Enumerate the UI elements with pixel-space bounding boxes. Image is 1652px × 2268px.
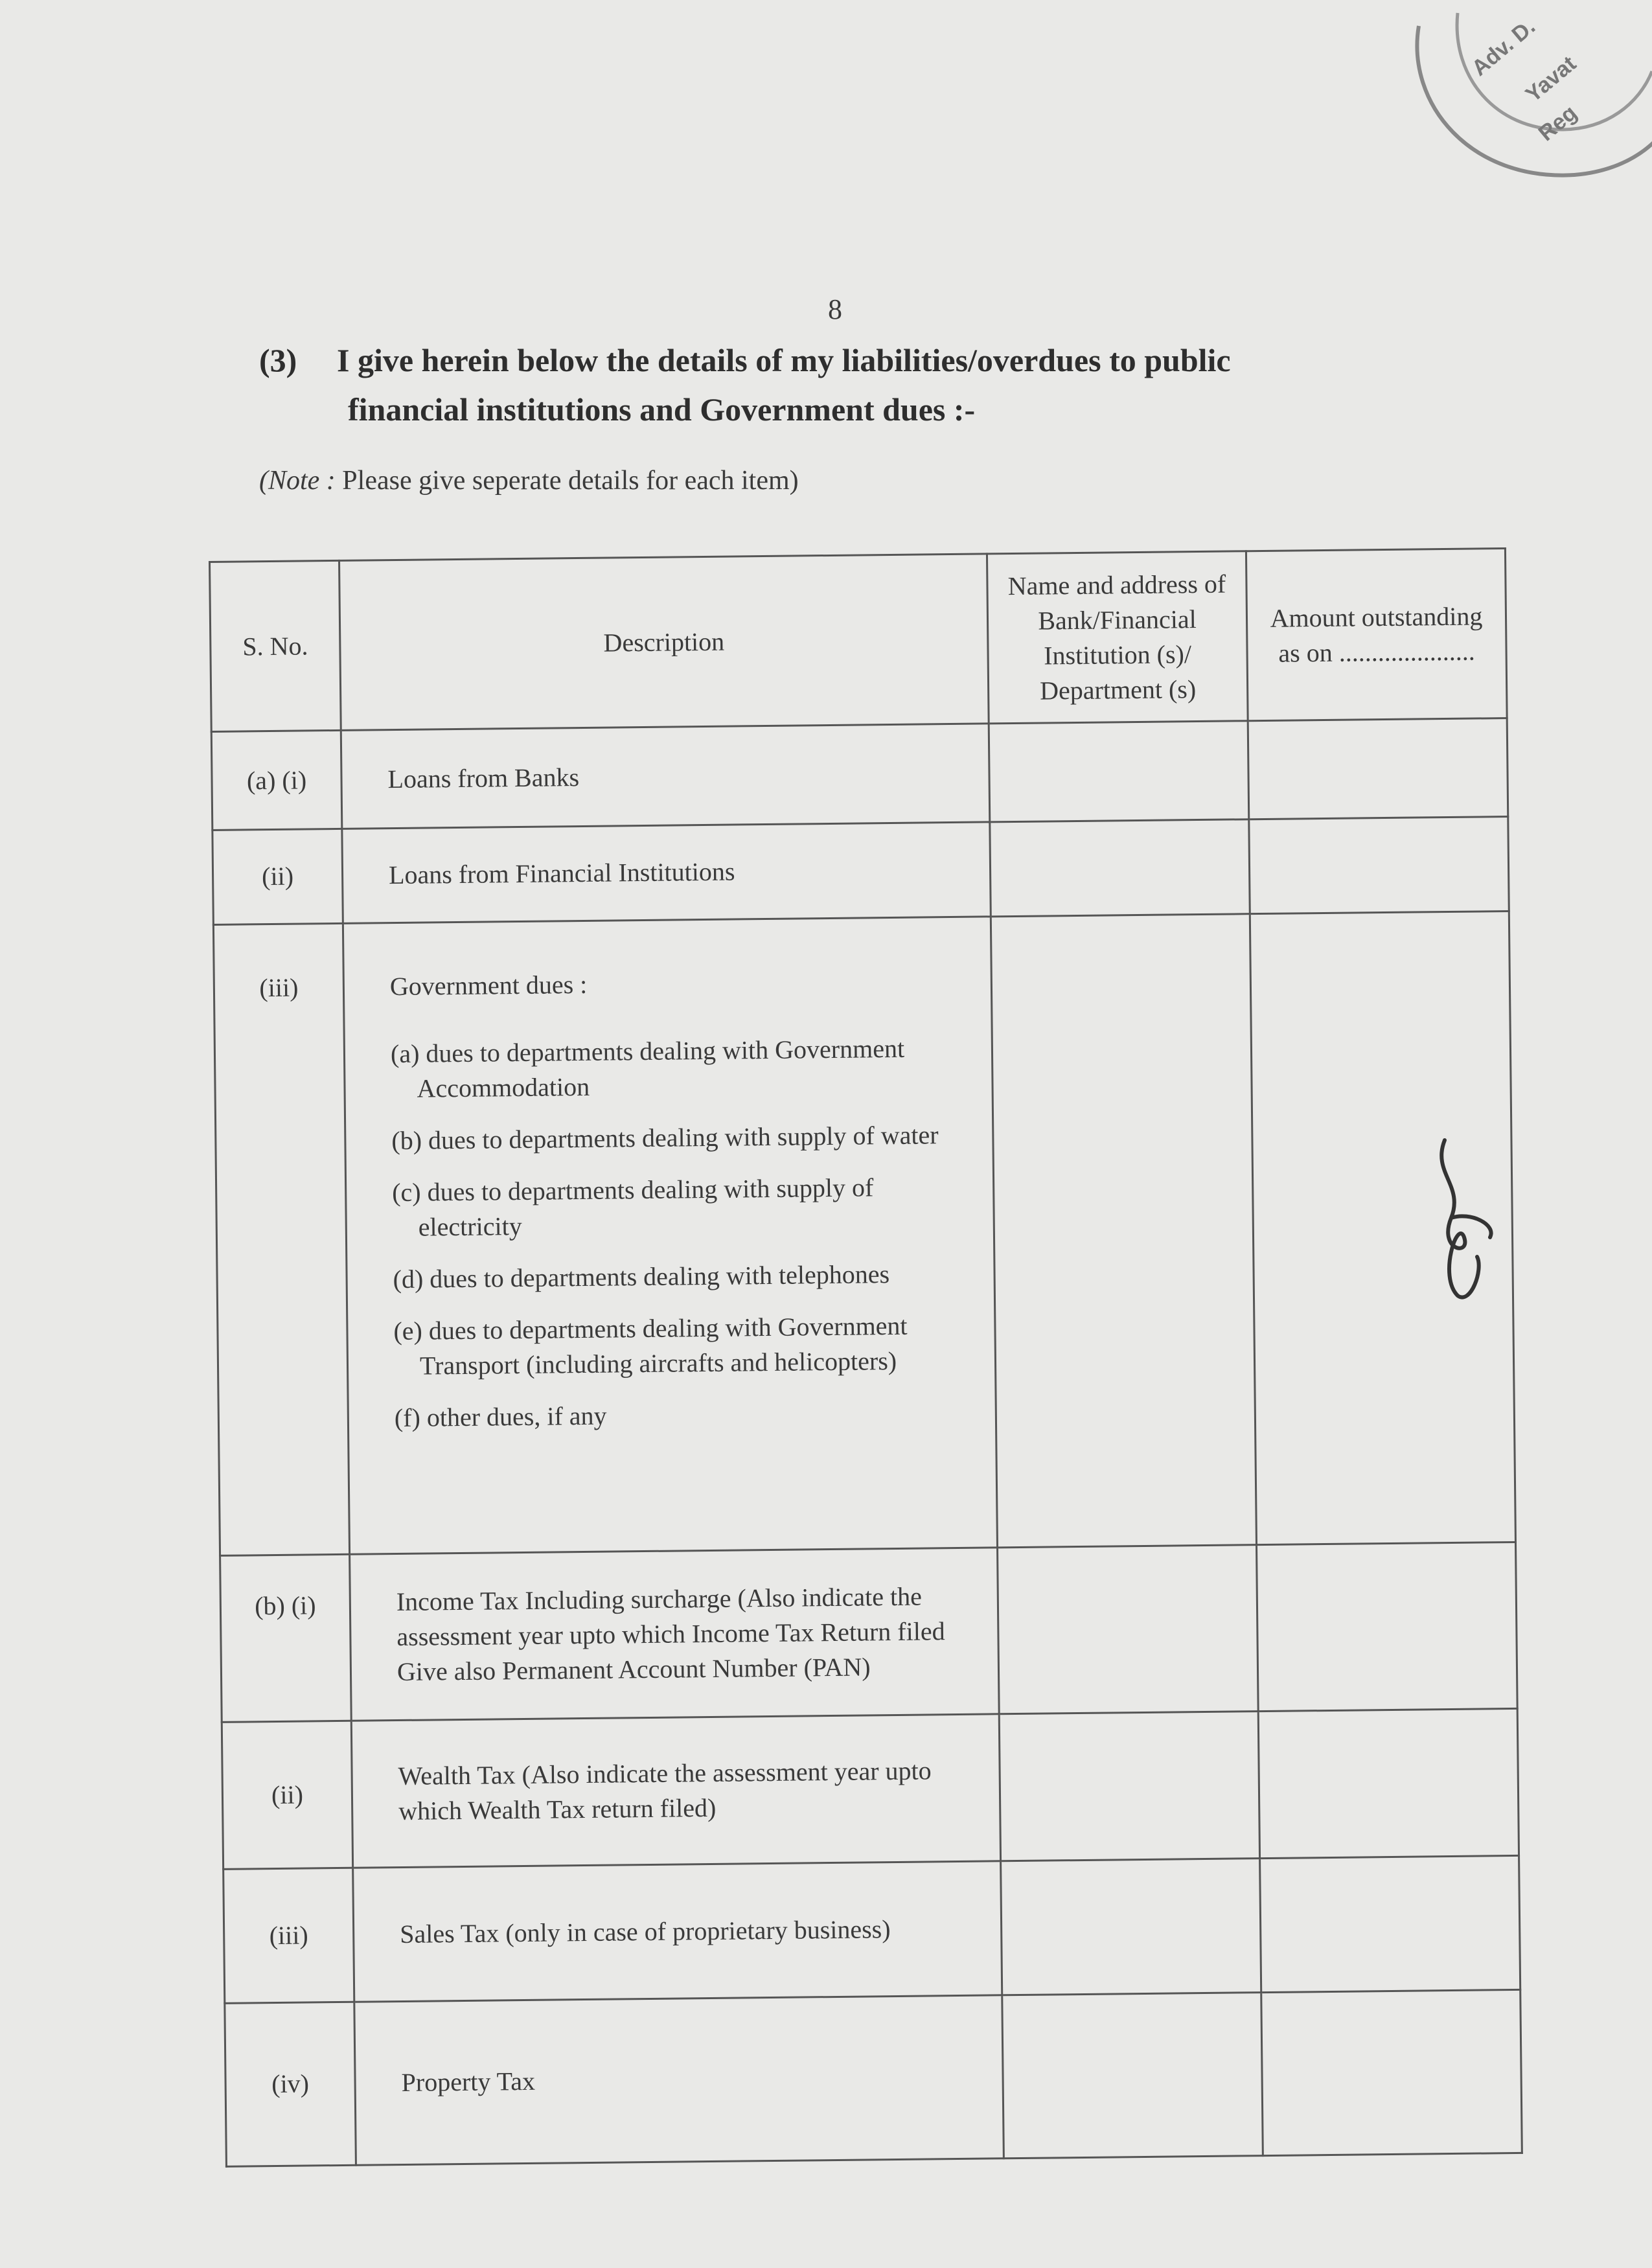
table-row bbox=[222, 1708, 1519, 1869]
handwritten-signature bbox=[1425, 1134, 1503, 1309]
heading-line-1: I give herein below the details of my liabilities/overdues to public bbox=[337, 342, 1231, 378]
liabilities-table bbox=[209, 547, 1523, 2168]
amount-cell[interactable] bbox=[1261, 1989, 1522, 2155]
advocate-stamp bbox=[1380, 0, 1652, 188]
sub-item: (d) dues to departments dealing with telephones bbox=[393, 1259, 890, 1294]
sub-item: (c) dues to departments dealing with supply of electricity bbox=[391, 1173, 874, 1242]
header-sno: S. No. bbox=[210, 560, 341, 731]
sub-item: (b) dues to departments dealing with supply of water bbox=[391, 1120, 939, 1156]
sub-item: (e) dues to departments dealing with Government Transport (including aircrafts and helicopters) bbox=[393, 1311, 908, 1380]
page-number: 8 bbox=[828, 293, 842, 325]
header-amount: Amount outstanding as on ..................... bbox=[1246, 549, 1507, 722]
bank-cell[interactable] bbox=[1002, 1992, 1263, 2158]
note-text: Please give seperate details for each item) bbox=[335, 466, 799, 496]
table-header-row bbox=[210, 549, 1508, 732]
bank-cell[interactable] bbox=[990, 819, 1250, 916]
table-row bbox=[220, 1542, 1518, 1722]
bank-cell[interactable] bbox=[1001, 1859, 1261, 1995]
row-sno: (iii) bbox=[213, 923, 349, 1555]
table-row bbox=[213, 911, 1515, 1555]
amount-cell[interactable] bbox=[1248, 718, 1508, 819]
section-number: (3) bbox=[259, 342, 297, 378]
sub-item: (a) dues to departments dealing with Government Accommodation bbox=[390, 1033, 905, 1103]
amount-cell[interactable] bbox=[1260, 1855, 1520, 1992]
row-sno: (ii) bbox=[212, 829, 343, 924]
row-description: Sales Tax (only in case of proprietary business) bbox=[353, 1861, 1002, 2002]
table-row bbox=[211, 718, 1508, 830]
stamp-line-2: Yavat bbox=[1520, 51, 1581, 108]
note bbox=[259, 465, 799, 496]
table-row bbox=[224, 1855, 1520, 2003]
section-heading bbox=[259, 336, 1490, 434]
row-description: Wealth Tax (Also indicate the assessment year upto which Wealth Tax return filed) bbox=[351, 1714, 1000, 1868]
amount-cell[interactable] bbox=[1258, 1708, 1519, 1858]
note-label: (Note : bbox=[259, 466, 336, 496]
sub-item: (f) other dues, if any bbox=[394, 1401, 607, 1433]
amount-cell[interactable] bbox=[1249, 816, 1509, 913]
row-description: Loans from Banks bbox=[341, 724, 990, 829]
heading-line-2: financial institutions and Government dues :- bbox=[348, 391, 976, 428]
row-description: Loans from Financial Institutions bbox=[342, 822, 991, 924]
header-bank: Name and address of Bank/Financial Institution (s)/ Department (s) bbox=[987, 551, 1248, 724]
bank-cell[interactable] bbox=[998, 1544, 1259, 1713]
stamp-line-1: Adv. D. bbox=[1467, 14, 1540, 81]
bank-cell[interactable] bbox=[989, 721, 1249, 822]
bank-cell[interactable] bbox=[991, 914, 1256, 1548]
row-sno: (iv) bbox=[225, 2002, 356, 2166]
row-description: Property Tax bbox=[354, 1995, 1004, 2166]
row-sno: (ii) bbox=[222, 1721, 352, 1869]
header-description: Description bbox=[339, 554, 989, 731]
row-description: Income Tax Including surcharge (Also indicate the assessment year upto which Income Tax Return filed Give also Permanent Account Number (PAN) bbox=[350, 1547, 1000, 1721]
table-row bbox=[212, 816, 1509, 924]
table-row bbox=[225, 1989, 1522, 2166]
bank-cell[interactable] bbox=[999, 1712, 1259, 1861]
row-description bbox=[343, 917, 997, 1554]
row-sno: (iii) bbox=[224, 1868, 354, 2003]
amount-cell[interactable] bbox=[1256, 1542, 1517, 1711]
row-sno: (a) (i) bbox=[211, 731, 342, 830]
row-sno: (b) (i) bbox=[220, 1554, 352, 1722]
stamp-line-3: Reg bbox=[1533, 100, 1582, 146]
government-dues-label: Government dues : bbox=[389, 969, 588, 1002]
